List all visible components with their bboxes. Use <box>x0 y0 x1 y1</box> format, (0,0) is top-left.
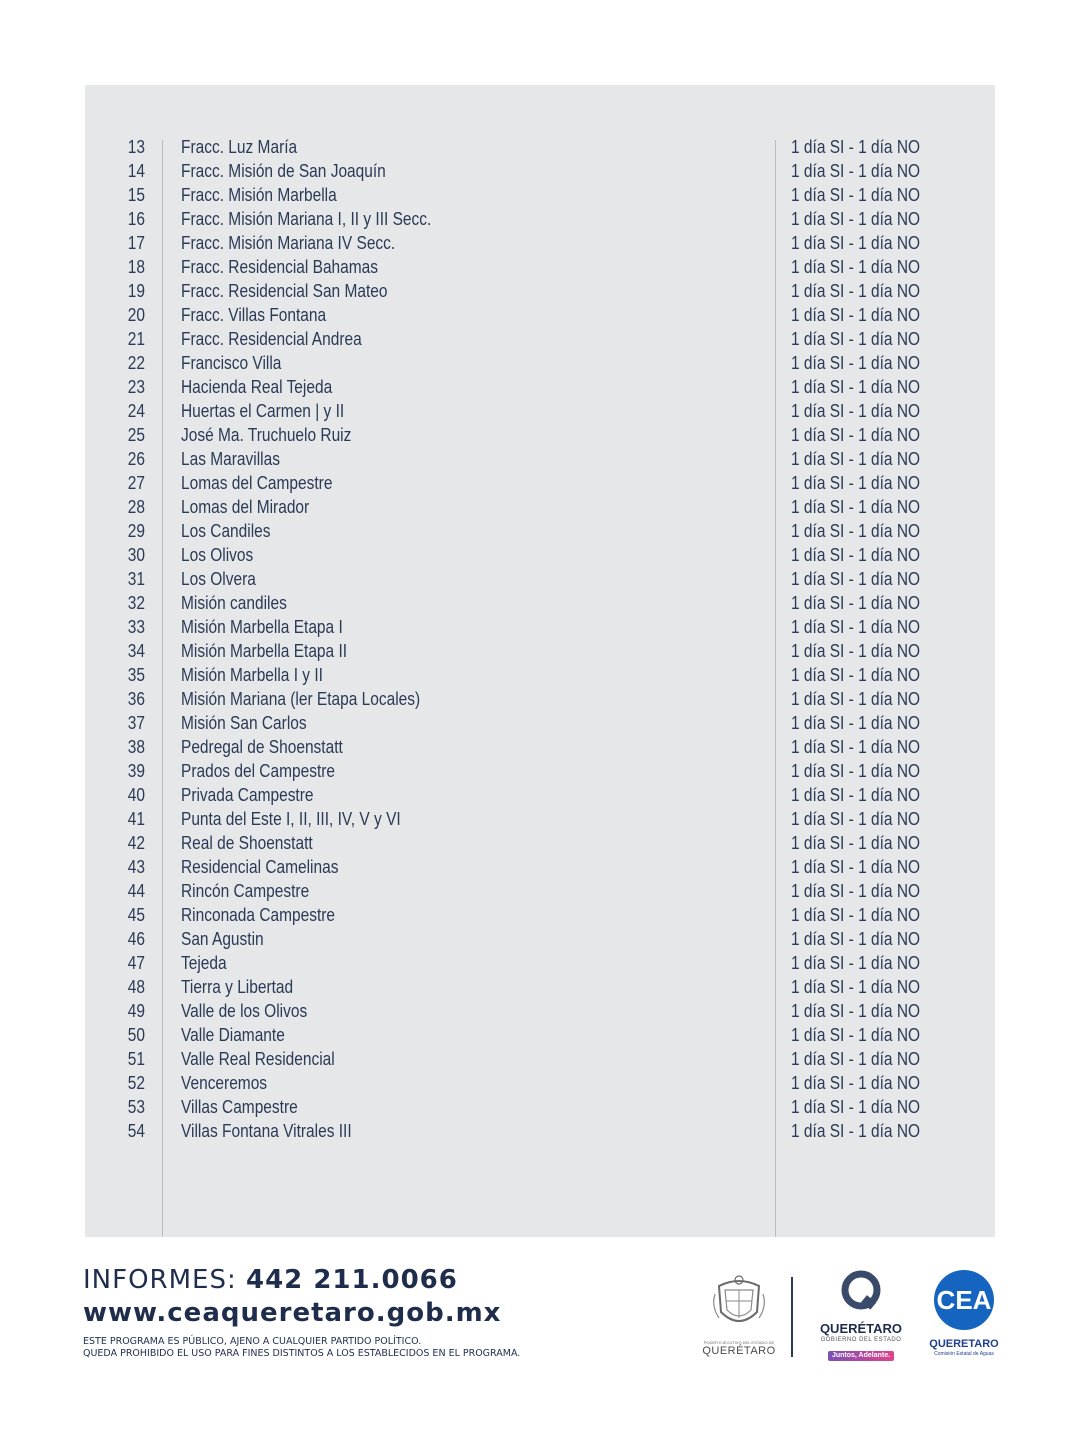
colony-name: Hacienda Real Tejeda <box>181 377 333 397</box>
footer-contact <box>83 1263 520 1360</box>
colony-name: Villas Fontana Vitrales III <box>181 1121 352 1141</box>
row-number: 17 <box>127 233 145 253</box>
table-row <box>85 327 995 351</box>
row-number: 26 <box>127 449 145 469</box>
row-number: 30 <box>127 545 145 565</box>
table-row <box>85 303 995 327</box>
table-row <box>85 375 995 399</box>
colony-name: Tejeda <box>181 953 227 973</box>
table-row <box>85 207 995 231</box>
row-number: 45 <box>127 905 145 925</box>
row-number: 38 <box>127 737 145 757</box>
table-row <box>85 975 995 999</box>
supply-schedule: 1 día SI - 1 día NO <box>791 737 921 757</box>
colony-name: Prados del Campestre <box>181 761 336 781</box>
supply-schedule: 1 día SI - 1 día NO <box>791 785 921 805</box>
row-number: 25 <box>127 425 145 445</box>
colony-name: Fracc. Misión Mariana IV Secc. <box>181 233 396 253</box>
supply-schedule: 1 día SI - 1 día NO <box>791 1001 921 1021</box>
table-row <box>85 279 995 303</box>
supply-schedule: 1 día SI - 1 día NO <box>791 809 921 829</box>
supply-schedule: 1 día SI - 1 día NO <box>791 1025 921 1045</box>
colony-name: Misión Marbella I y II <box>181 665 323 685</box>
supply-schedule: 1 día SI - 1 día NO <box>791 953 921 973</box>
supply-schedule: 1 día SI - 1 día NO <box>791 593 921 613</box>
table-row <box>85 831 995 855</box>
colony-name: Los Candiles <box>181 521 271 541</box>
colony-name: Punta del Este I, II, III, IV, V y VI <box>181 809 401 829</box>
supply-schedule: 1 día SI - 1 día NO <box>791 977 921 997</box>
colony-name: Misión San Carlos <box>181 713 307 733</box>
colony-name: Privada Campestre <box>181 785 314 805</box>
supply-schedule: 1 día SI - 1 día NO <box>791 161 921 181</box>
supply-schedule: 1 día SI - 1 día NO <box>791 281 921 301</box>
row-number: 48 <box>127 977 145 997</box>
row-number: 52 <box>127 1073 145 1093</box>
row-number: 18 <box>127 257 145 277</box>
supply-schedule: 1 día SI - 1 día NO <box>791 257 921 277</box>
table-row <box>85 999 995 1023</box>
colony-name: Fracc. Misión Marbella <box>181 185 337 205</box>
table-row <box>85 591 995 615</box>
row-number: 49 <box>127 1001 145 1021</box>
supply-schedule: 1 día SI - 1 día NO <box>791 233 921 253</box>
supply-schedule: 1 día SI - 1 día NO <box>791 425 921 445</box>
colony-name: Rinconada Campestre <box>181 905 336 925</box>
seal-caption: PODER EJECUTIVO DEL ESTADO DE <box>703 1340 775 1345</box>
coat-of-arms-icon <box>711 1272 767 1334</box>
row-number: 31 <box>127 569 145 589</box>
table-row <box>85 903 995 927</box>
supply-schedule: 1 día SI - 1 día NO <box>791 329 921 349</box>
row-number: 41 <box>127 809 145 829</box>
colony-name: Tierra y Libertad <box>181 977 294 997</box>
colony-name: Valle Real Residencial <box>181 1049 335 1069</box>
state-seal-logo <box>702 1272 776 1358</box>
colony-name: Residencial Camelinas <box>181 857 339 877</box>
supply-schedule: 1 día SI - 1 día NO <box>791 761 921 781</box>
row-number: 29 <box>127 521 145 541</box>
row-number: 21 <box>127 329 145 349</box>
supply-schedule: 1 día SI - 1 día NO <box>791 353 921 373</box>
table-row <box>85 1119 995 1143</box>
supply-schedule: 1 día SI - 1 día NO <box>791 617 921 637</box>
cea-subtitle: Comisión Estatal de Aguas <box>934 1351 994 1357</box>
supply-schedule: 1 día SI - 1 día NO <box>791 473 921 493</box>
supply-schedule: 1 día SI - 1 día NO <box>791 209 921 229</box>
colony-name: Francisco Villa <box>181 353 282 373</box>
row-number: 36 <box>127 689 145 709</box>
row-number: 39 <box>127 761 145 781</box>
colony-name: Fracc. Residencial Andrea <box>181 329 362 349</box>
supply-schedule: 1 día SI - 1 día NO <box>791 1049 921 1069</box>
supply-schedule: 1 día SI - 1 día NO <box>791 401 921 421</box>
table-row <box>85 231 995 255</box>
supply-schedule: 1 día SI - 1 día NO <box>791 665 921 685</box>
row-number: 24 <box>127 401 145 421</box>
row-number: 20 <box>127 305 145 325</box>
colony-name: José Ma. Truchuelo Ruiz <box>181 425 352 445</box>
legal-line-1: ESTE PROGRAMA ES PÚBLICO, AJENO A CUALQUIER PARTIDO POLÍTICO. <box>83 1336 422 1347</box>
table-row <box>85 255 995 279</box>
legal-notice <box>83 1336 520 1360</box>
supply-schedule: 1 día SI - 1 día NO <box>791 305 921 325</box>
table-row <box>85 135 995 159</box>
table-row <box>85 423 995 447</box>
colony-name: Huertas el Carmen | y II <box>181 401 345 421</box>
row-number: 43 <box>127 857 145 877</box>
cea-mark: CEA <box>936 1285 992 1315</box>
table-row <box>85 543 995 567</box>
colony-name: Fracc. Residencial Bahamas <box>181 257 379 277</box>
schedule-table <box>85 85 995 1237</box>
table-row <box>85 1071 995 1095</box>
table-row <box>85 351 995 375</box>
table-row <box>85 879 995 903</box>
gov-name: QUERÉTARO <box>819 1321 903 1336</box>
colony-name: Lomas del Campestre <box>181 473 333 493</box>
supply-schedule: 1 día SI - 1 día NO <box>791 929 921 949</box>
supply-schedule: 1 día SI - 1 día NO <box>791 137 921 157</box>
colony-name: Lomas del Mirador <box>181 497 310 517</box>
supply-schedule: 1 día SI - 1 día NO <box>791 905 921 925</box>
supply-schedule: 1 día SI - 1 día NO <box>791 1073 921 1093</box>
table-rows <box>85 135 995 1143</box>
table-row <box>85 615 995 639</box>
supply-schedule: 1 día SI - 1 día NO <box>791 521 921 541</box>
table-row <box>85 663 995 687</box>
colony-name: Valle de los Olivos <box>181 1001 308 1021</box>
supply-schedule: 1 día SI - 1 día NO <box>791 833 921 853</box>
colony-name: Real de Shoenstatt <box>181 833 313 853</box>
supply-schedule: 1 día SI - 1 día NO <box>791 689 921 709</box>
row-number: 27 <box>127 473 145 493</box>
row-number: 13 <box>127 137 145 157</box>
table-row <box>85 759 995 783</box>
supply-schedule: 1 día SI - 1 día NO <box>791 449 921 469</box>
table-row <box>85 735 995 759</box>
gov-subtitle: GOBIERNO DEL ESTADO <box>820 1337 902 1343</box>
colony-name: Los Olvera <box>181 569 256 589</box>
supply-schedule: 1 día SI - 1 día NO <box>791 545 921 565</box>
row-number: 47 <box>127 953 145 973</box>
row-number: 40 <box>127 785 145 805</box>
row-number: 22 <box>127 353 145 373</box>
seal-name: QUERÉTARO <box>702 1345 776 1357</box>
colony-name: Misión Marbella Etapa I <box>181 617 343 637</box>
row-number: 15 <box>127 185 145 205</box>
colony-name: Rincón Campestre <box>181 881 310 901</box>
row-number: 14 <box>127 161 145 181</box>
colony-name: Valle Diamante <box>181 1025 285 1045</box>
row-number: 19 <box>127 281 145 301</box>
row-number: 42 <box>127 833 145 853</box>
row-number: 37 <box>127 713 145 733</box>
phone-number: 442 211.0066 <box>246 1265 458 1295</box>
table-row <box>85 1047 995 1071</box>
table-row <box>85 471 995 495</box>
supply-schedule: 1 día SI - 1 día NO <box>791 185 921 205</box>
colony-name: Misión candiles <box>181 593 287 613</box>
table-row <box>85 783 995 807</box>
informes-label: INFORMES: <box>83 1265 237 1295</box>
table-row <box>85 711 995 735</box>
table-row <box>85 399 995 423</box>
colony-name: Fracc. Luz María <box>181 137 298 157</box>
gobierno-queretaro-logo <box>806 1270 916 1362</box>
table-row <box>85 447 995 471</box>
table-row <box>85 1095 995 1119</box>
colony-name: Las Maravillas <box>181 449 280 469</box>
table-row <box>85 159 995 183</box>
row-number: 33 <box>127 617 145 637</box>
table-row <box>85 687 995 711</box>
row-number: 54 <box>127 1121 145 1141</box>
table-row <box>85 495 995 519</box>
supply-schedule: 1 día SI - 1 día NO <box>791 377 921 397</box>
table-row <box>85 855 995 879</box>
row-number: 32 <box>127 593 145 613</box>
cea-drop-icon <box>932 1268 996 1332</box>
cea-logo <box>928 1268 1000 1358</box>
cea-name: QUERETARO <box>929 1338 999 1350</box>
supply-schedule: 1 día SI - 1 día NO <box>791 497 921 517</box>
row-number: 34 <box>127 641 145 661</box>
table-row <box>85 519 995 543</box>
colony-name: Venceremos <box>181 1073 268 1093</box>
table-row <box>85 927 995 951</box>
colony-name: Fracc. Villas Fontana <box>181 305 327 325</box>
row-number: 46 <box>127 929 145 949</box>
informes-line <box>83 1263 520 1297</box>
table-row <box>85 807 995 831</box>
table-row <box>85 639 995 663</box>
row-number: 50 <box>127 1025 145 1045</box>
row-number: 44 <box>127 881 145 901</box>
table-row <box>85 951 995 975</box>
colony-name: Fracc. Residencial San Mateo <box>181 281 388 301</box>
table-row <box>85 1023 995 1047</box>
colony-name: Los Olivos <box>181 545 254 565</box>
table-row <box>85 567 995 591</box>
colony-name: Pedregal de Shoenstatt <box>181 737 343 757</box>
row-number: 53 <box>127 1097 145 1117</box>
table-row <box>85 183 995 207</box>
row-number: 51 <box>127 1049 145 1069</box>
supply-schedule: 1 día SI - 1 día NO <box>791 713 921 733</box>
colony-name: Villas Campestre <box>181 1097 298 1117</box>
q-logo-icon <box>839 1270 883 1314</box>
gov-slogan: Juntos, Adelante. <box>828 1351 894 1361</box>
row-number: 23 <box>127 377 145 397</box>
website-link[interactable]: www.ceaqueretaro.gob.mx <box>83 1298 502 1328</box>
row-number: 28 <box>127 497 145 517</box>
colony-name: Fracc. Misión de San Joaquín <box>181 161 386 181</box>
legal-line-2: QUEDA PROHIBIDO EL USO PARA FINES DISTINTOS A LOS ESTABLECIDOS EN EL PROGRAMA. <box>83 1348 521 1359</box>
logo-divider <box>791 1277 793 1357</box>
supply-schedule: 1 día SI - 1 día NO <box>791 641 921 661</box>
colony-name: San Agustin <box>181 929 264 949</box>
row-number: 16 <box>127 209 145 229</box>
supply-schedule: 1 día SI - 1 día NO <box>791 1097 921 1117</box>
supply-schedule: 1 día SI - 1 día NO <box>791 857 921 877</box>
supply-schedule: 1 día SI - 1 día NO <box>791 881 921 901</box>
colony-name: Misión Marbella Etapa II <box>181 641 348 661</box>
row-number: 35 <box>127 665 145 685</box>
colony-name: Fracc. Misión Mariana I, II y III Secc. <box>181 209 432 229</box>
supply-schedule: 1 día SI - 1 día NO <box>791 569 921 589</box>
supply-schedule: 1 día SI - 1 día NO <box>791 1121 921 1141</box>
colony-name: Misión Mariana (ler Etapa Locales) <box>181 689 421 709</box>
